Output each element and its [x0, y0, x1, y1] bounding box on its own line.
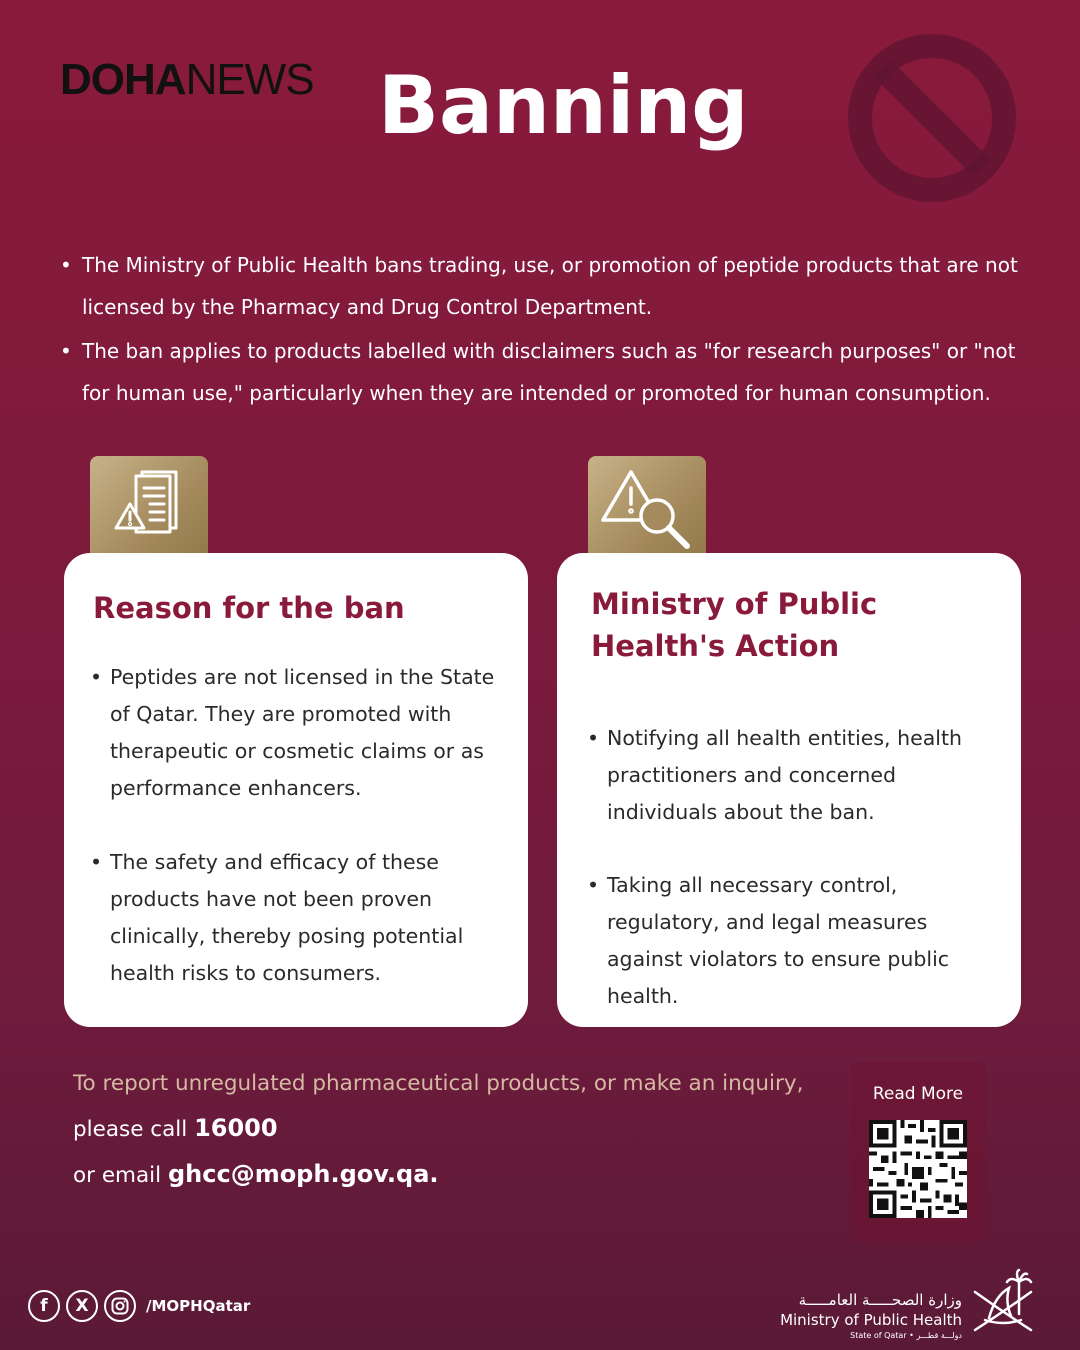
social-links: [28, 1290, 250, 1322]
qr-code-icon[interactable]: [869, 1120, 967, 1218]
social-handle[interactable]: /MOPHQatar: [146, 1297, 251, 1315]
qatar-emblem-icon: [965, 1268, 1041, 1344]
intro-item: • The ban applies to products labelled with disclaimers such as "for research purposes" or "not for human use," particularly when they are intended or promoted for human consumption.: [60, 330, 1030, 414]
action-item: • Notifying all health entities, health practitioners and concerned individuals about the ban.: [587, 720, 1007, 831]
call-prefix: please call: [73, 1117, 195, 1142]
moph-logo-text: [780, 1290, 962, 1342]
action-heading: Ministry of Public Health's Action: [591, 587, 878, 663]
reason-item: • Peptides are not licensed in the State of Qatar. They are promoted with therapeutic or cosmetic claims or as performance enhancers.: [90, 659, 510, 807]
moph-english-name: Ministry of Public Health: [780, 1311, 962, 1329]
email-prefix: or email: [73, 1163, 168, 1188]
document-warning-icon: [112, 468, 186, 542]
facebook-icon[interactable]: f: [28, 1290, 60, 1322]
phone-number[interactable]: 16000: [194, 1114, 278, 1142]
report-info: [73, 1062, 833, 1198]
intro-list: [60, 244, 1030, 416]
moph-arabic-name: وزارة الصحـــــة العامـــــة: [798, 1291, 962, 1309]
intro-item: • The Ministry of Public Health bans trading, use, or promotion of peptide products that are not licensed by the Pharmacy and Drug Control Department.: [60, 244, 1030, 328]
prohibition-icon: [846, 28, 1018, 208]
action-item: • Taking all necessary control, regulatory, and legal measures against violators to ensure public health.: [587, 867, 1007, 1015]
reason-item: • The safety and efficacy of these products have not been proven clinically, thereby posing potential health risks to consumers.: [90, 844, 510, 992]
reason-icon-tab: [90, 456, 208, 566]
moph-state-label: State of Qatar • دولـــة قطـــر: [850, 1331, 962, 1340]
dohanews-logo: [60, 55, 314, 104]
report-line: To report unregulated pharmaceutical products, or make an inquiry,: [73, 1071, 804, 1096]
action-card: [557, 553, 1021, 1027]
warning-magnifier-icon: [599, 468, 695, 554]
read-more-label: Read More: [872, 1084, 964, 1104]
reason-list: [90, 659, 510, 992]
page-title: Banning: [378, 59, 749, 152]
logo-doha: DOHA: [60, 55, 186, 104]
instagram-icon[interactable]: [104, 1290, 136, 1322]
logo-news: NEWS: [185, 55, 314, 104]
reason-heading: Reason for the ban: [93, 591, 405, 625]
reason-card: [64, 553, 528, 1027]
x-icon[interactable]: X: [66, 1290, 98, 1322]
action-list: [587, 720, 1007, 1015]
read-more-qr-box[interactable]: [850, 1062, 986, 1242]
action-icon-tab: [588, 456, 706, 566]
email-link[interactable]: ghcc@moph.gov.qa.: [167, 1160, 439, 1188]
